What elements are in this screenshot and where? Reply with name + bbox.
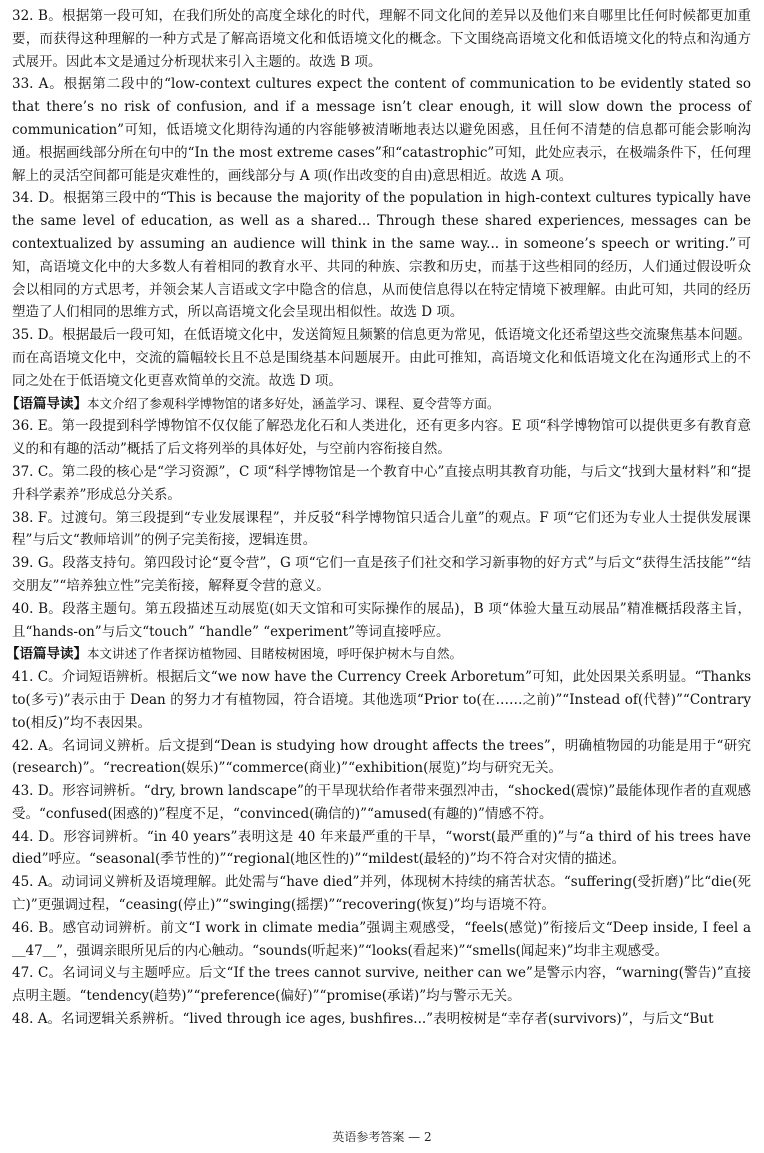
answer-explanation: 41. C。介词短语辨析。根据后文“we now have the Currency Creek Arboretum”可知，此处因果关系明显。“Thanks to(多亏)”表示由于 Dean 的努力才有植物园，符合语境。其他选项“Prior to(在……之前)”“Instead of(代替)”“Contrary to(相反)”均不表因果。 <box>12 669 751 731</box>
page-footer: 英语参考答案 — 2 <box>332 1130 432 1144</box>
answer-explanation: 39. G。段落支持句。第四段讨论“夏令营”，G 项“它们一直是孩子们社交和学习新事物的好方式”与后文“获得生活技能”“结交朋友”“培养独立性”完美衔接，解释夏令营的意义。 <box>12 555 751 594</box>
answer-explanation: 40. B。段落主题句。第五段描述互动展览(如天文馆和可实际操作的展品)，B 项“体验大量互动展品”精准概括段落主旨，且“hands-on”与后文“touch” “handle” “experiment”等词直接呼应。 <box>12 600 751 640</box>
answer-explanation: 46. B。感官动词辨析。前文“I work in climate media”强调主观感受，“feels(感觉)”衔接后文“Deep inside, I feel a ＿47＿”，强调亲眼所见后的内心触动。“sounds(听起来)”“looks(看起来)”“smells(闻起来)”均非主观感受。 <box>12 919 751 959</box>
answer-document <box>0 5 764 1115</box>
answer-explanation: 34. D。根据第三段中的“This is because the majority of the population in high-context cultures typically have the same level of education, as well as a shared... Through these shared experiences, messages can be contextualized by assuming an audience will think in the same way... in someone’s speech or writing.”可知，高语境文化中的大多数人有着相同的教育水平、共同的种族、宗教和历史，而基于这些相同的经历，人们通过假设听众会以相同的方式思考，并领会某人言语或文字中隐含的信息，从而使信息得以在特定情境下被理解。由此可知，共同的经历塑造了人们相同的思维方式，所以高语境文化会呈现出相似性。故选 D 项。 <box>12 190 751 321</box>
answer-explanation: 47. C。名词词义与主题呼应。后文“If the trees cannot survive, neither can we”是警示内容，“warning(警告)”直接点明主题。“tendency(趋势)”“preference(偏好)”“promise(承诺)”均与警示无关。 <box>12 965 751 1005</box>
reading-guide-label: 【语篇导读】 <box>6 395 87 412</box>
reading-guide-text: 本文介绍了参观科学博物馆的诸多好处，涵盖学习、课程、夏令营等方面。 <box>87 395 500 411</box>
answer-explanation: 43. D。形容词辨析。“dry, brown landscape”的干旱现状给作者带来强烈冲击，“shocked(震惊)”最能体现作者的直观感受。“confused(困惑的)”程度不足，“convinced(确信的)”“amused(有趣的)”情感不符。 <box>12 783 751 822</box>
answer-explanation: 35. D。根据最后一段可知，在低语境文化中，发送简短且频繁的信息更为常见，低语境文化还希望这些交流聚焦基本问题。而在高语境文化中，交流的篇幅较长且不总是围绕基本问题展开。由此可推知，高语境文化和低语境文化在沟通形式上的不同之处在于低语境文化更喜欢简单的交流。故选 D 项。 <box>12 327 751 389</box>
reading-guide-label: 【语篇导读】 <box>6 646 87 663</box>
answer-explanation: 42. A。名词词义辨析。后文提到“Dean is studying how drought affects the trees”，明确植物园的功能是用于“研究(research)”。“recreation(娱乐)”“commerce(商业)”“exhibition(展览)”均与研究无关。 <box>12 737 751 777</box>
answer-explanation: 36. E。第一段提到科学博物馆不仅仅能了解恐龙化石和人类进化，还有更多内容。E 项“科学博物馆可以提供更多有教育意义的和有趣的活动”概括了后文将列举的具体好处，与空前内容衔接自然。 <box>12 418 751 458</box>
answer-explanation: 48. A。名词逻辑关系辨析。“lived through ice ages, bushfires...”表明桉树是“幸存者(survivors)”，与后文“But <box>12 1011 714 1028</box>
answer-explanation: 37. C。第二段的核心是“学习资源”，C 项“科学博物馆是一个教育中心”直接点明其教育功能，与后文“找到大量材料”和“提升科学素养”形成总分关系。 <box>12 463 751 503</box>
answer-explanation: 32. B。根据第一段可知，在我们所处的高度全球化的时代，理解不同文化间的差异以及他们来自哪里比任何时候都更加重要，而获得这种理解的一种方式是了解高语境文化和低语境文化的概念。下文围绕高语境文化和低语境文化的特点和沟通方式展开。因此本文是通过分析现状来引入主题的。故选 B 项。 <box>12 8 751 70</box>
reading-guide <box>0 643 764 666</box>
answer-explanation: 45. A。动词词义辨析及语境理解。此处需与“have died”并列，体现树木持续的痛苦状态。“suffering(受折磨)”比“die(死亡)”更强调过程，“ceasing(停止)”“swinging(摇摆)”“recovering(恢复)”均与语境不符。 <box>12 874 751 914</box>
answer-explanation: 33. A。根据第二段中的“low-context cultures expect the content of communication to be evidently stated so that there’s no risk of confusion, and if a message isn’t clear enough, it will slow down the process of communication”可知，低语境文化期待沟通的内容能够被清晰地表达以避免困惑，且任何不清楚的信息都可能会影响沟通。根据画线部分所在句中的“In the most extreme cases”和“catastrophic”可知，此处应表示，在极端条件下，任何理解上的灵活空间都可能是灾难性的，画线部分与 A 项(作出改变的自由)意思相近。故选 A 项。 <box>12 76 751 184</box>
answer-explanation: 44. D。形容词辨析。“in 40 years”表明这是 40 年来最严重的干旱，“worst(最严重的)”与“a third of his trees have died”呼应。“seasonal(季节性的)”“regional(地区性的)”“mildest(最轻的)”均不符合对灾情的描述。 <box>12 828 751 868</box>
reading-guide <box>0 393 764 416</box>
reading-guide-text: 本文讲述了作者探访植物园、目睹桉树困境，呼吁保护树木与自然。 <box>87 646 463 662</box>
answer-explanation: 38. F。过渡句。第三段提到“专业发展课程”，并反驳“科学博物馆只适合儿童”的观点。F 项“它们还为专业人士提供发展课程”与后文“教师培训”的例子完美衔接，逻辑连贯。 <box>12 509 751 549</box>
